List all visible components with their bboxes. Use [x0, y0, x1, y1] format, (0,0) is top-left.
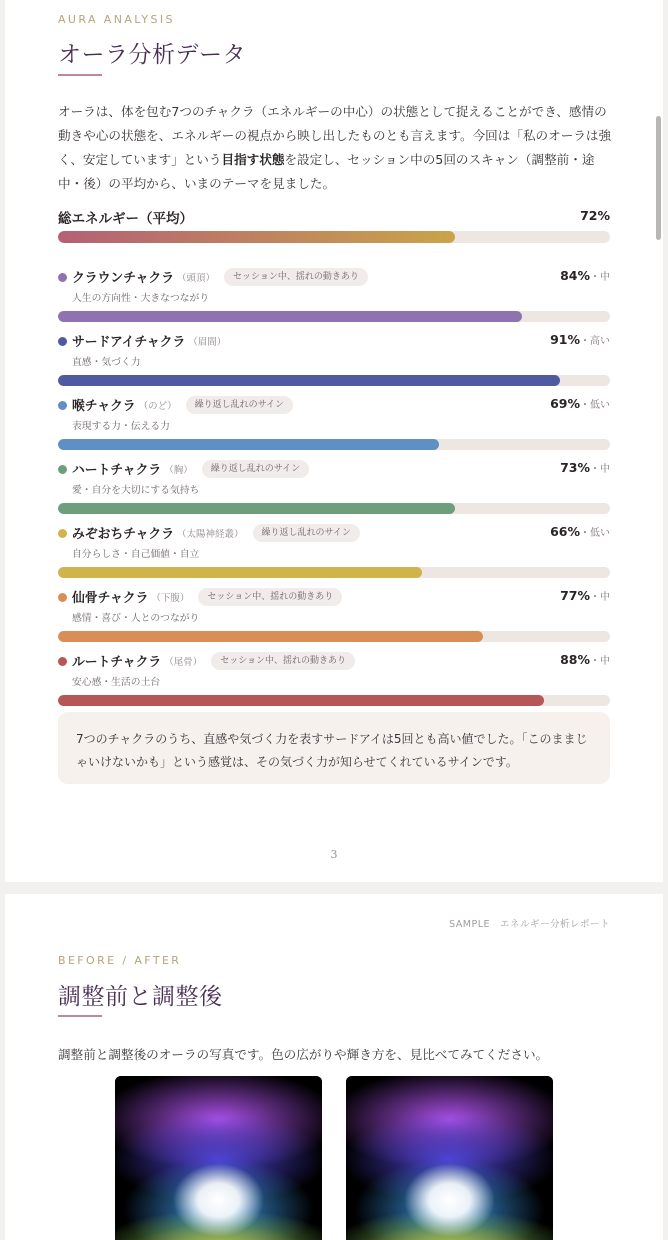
- total-energy-value: 72%: [580, 208, 610, 223]
- chakra-bar-fill: [58, 439, 439, 450]
- chakra-description: 感情・喜び・人とのつながり: [72, 613, 200, 624]
- chakra-location: （のど）: [138, 400, 177, 412]
- summary-note: 7つのチャクラのうち、直感や気づく力を表すサードアイは5回とも高い値でした。「このままじゃいけないかも」という感覚は、その気づく力が知らせてくれているサインです。: [58, 712, 610, 784]
- aura-glow: [115, 1076, 322, 1240]
- chakra-score: [550, 396, 610, 411]
- chakra-description: 自分らしさ・自己価値・自立: [72, 549, 200, 560]
- chakra-bar-fill: [58, 375, 560, 386]
- chakra-status-tag: セッション中、揺れの動きあり: [198, 588, 342, 606]
- chakra-percent: 84%: [560, 268, 590, 283]
- section-eyebrow: BEFORE / AFTER: [58, 954, 182, 967]
- chakra-location: （太陽神経叢）: [177, 528, 244, 540]
- chakra-bar: [58, 567, 610, 578]
- chakra-bar-fill: [58, 695, 544, 706]
- chakra-level: ・中: [590, 656, 610, 667]
- chakra-description: 直感・気づく力: [72, 357, 141, 368]
- chakra-percent: 69%: [550, 396, 580, 411]
- chakra-name: サードアイチャクラ: [72, 335, 186, 350]
- comparison-description: 調整前と調整後のオーラの写真です。色の広がりや輝き方を、見比べてみてください。: [58, 1047, 549, 1062]
- chakra-description: 表現する力・伝える力: [72, 421, 170, 432]
- report-page-before-after: [5, 894, 663, 1240]
- chakra-heading: [72, 267, 368, 286]
- chakra-score: [550, 524, 610, 539]
- chakra-score: [560, 588, 610, 603]
- chakra-bar: [58, 375, 610, 386]
- chakra-status-tag: 繰り返し乱れのサイン: [253, 524, 360, 542]
- chakra-heading: [72, 587, 342, 606]
- page-title: オーラ分析データ: [58, 42, 246, 68]
- chakra-location: （下腹）: [151, 592, 190, 604]
- title-underline: [58, 74, 102, 76]
- chakra-row: [58, 331, 610, 387]
- intro-text-1: オーラは、体を包む7つのチャクラ（エネルギーの中心）の状態として捉えることができ、感情の動きや心の状態を、エネルギーの視点から映し出したものとも言えます。今回は「私のオーラは強く、安定しています」という: [58, 104, 612, 167]
- intro-emphasis: 目指す状態: [221, 152, 285, 167]
- chakra-score: [550, 332, 610, 347]
- chakra-name: みぞおちチャクラ: [72, 527, 174, 542]
- chakra-bar-fill: [58, 567, 422, 578]
- intro-paragraph: [58, 100, 618, 196]
- chakra-bar-fill: [58, 631, 483, 642]
- report-page-aura-analysis: [5, 0, 663, 882]
- total-energy-bar-fill: [58, 231, 455, 243]
- chakra-color-dot: [58, 465, 67, 474]
- chakra-bar: [58, 631, 610, 642]
- chakra-bar-fill: [58, 311, 522, 322]
- chakra-location: （胸）: [164, 464, 193, 476]
- chakra-score: [560, 652, 610, 667]
- chakra-bar-fill: [58, 503, 455, 514]
- chakra-score: [560, 268, 610, 283]
- total-energy-label: 総エネルギー（平均）: [58, 211, 193, 227]
- chakra-color-dot: [58, 657, 67, 666]
- running-header: SAMPLE エネルギー分析レポート: [449, 919, 610, 930]
- chakra-color-dot: [58, 273, 67, 282]
- chakra-name: ハートチャクラ: [72, 463, 162, 478]
- chakra-status-tag: 繰り返し乱れのサイン: [202, 460, 309, 478]
- chakra-color-dot: [58, 593, 67, 602]
- aura-photo-before: [115, 1076, 322, 1240]
- chakra-level: ・高い: [580, 336, 610, 347]
- chakra-color-dot: [58, 529, 67, 538]
- chakra-bar: [58, 311, 610, 322]
- chakra-heading: [72, 395, 293, 414]
- chakra-row: [58, 523, 610, 579]
- chakra-level: ・低い: [580, 528, 610, 539]
- chakra-heading: [72, 459, 309, 478]
- page-number: 3: [330, 848, 338, 861]
- chakra-row: [58, 459, 610, 515]
- chakra-heading: [72, 523, 360, 542]
- intro-text-2: を設定し、セッション中の5回のスキャン（調整前・途中・後）の平均から、いまのテーマを見ました。: [58, 152, 595, 191]
- chakra-status-tag: セッション中、揺れの動きあり: [224, 268, 368, 286]
- chakra-score: [560, 460, 610, 475]
- aura-photo-after: [346, 1076, 553, 1240]
- chakra-heading: [72, 331, 226, 350]
- chakra-percent: 88%: [560, 652, 590, 667]
- chakra-name: 喉チャクラ: [72, 399, 136, 414]
- chakra-level: ・中: [590, 272, 610, 283]
- chakra-description: 愛・自分を大切にする気持ち: [72, 485, 200, 496]
- chakra-percent: 77%: [560, 588, 590, 603]
- chakra-level: ・中: [590, 592, 610, 603]
- chakra-percent: 66%: [550, 524, 580, 539]
- section-eyebrow: AURA ANALYSIS: [58, 13, 175, 26]
- chakra-description: 安心感・生活の土台: [72, 677, 161, 688]
- chakra-level: ・低い: [580, 400, 610, 411]
- aura-glow: [346, 1076, 553, 1240]
- chakra-name: 仙骨チャクラ: [72, 591, 149, 606]
- page-title: 調整前と調整後: [58, 984, 223, 1010]
- chakra-bar: [58, 439, 610, 450]
- chakra-location: （眉間）: [188, 336, 227, 348]
- chakra-color-dot: [58, 401, 67, 410]
- chakra-percent: 73%: [560, 460, 590, 475]
- total-energy-bar: [58, 231, 610, 243]
- chakra-location: （頭頂）: [177, 272, 216, 284]
- chakra-row: [58, 651, 610, 707]
- chakra-name: ルートチャクラ: [72, 655, 162, 670]
- chakra-row: [58, 267, 610, 323]
- chakra-description: 人生の方向性・大きなつながり: [72, 293, 210, 304]
- chakra-percent: 91%: [550, 332, 580, 347]
- chakra-heading: [72, 651, 355, 670]
- title-underline: [58, 1015, 102, 1017]
- chakra-status-tag: セッション中、揺れの動きあり: [211, 652, 355, 670]
- scrollbar-thumb[interactable]: [656, 116, 661, 240]
- chakra-bar: [58, 503, 610, 514]
- chakra-row: [58, 395, 610, 451]
- chakra-color-dot: [58, 337, 67, 346]
- chakra-location: （尾骨）: [164, 656, 203, 668]
- chakra-bar: [58, 695, 610, 706]
- chakra-level: ・中: [590, 464, 610, 475]
- chakra-name: クラウンチャクラ: [72, 271, 174, 286]
- chakra-status-tag: 繰り返し乱れのサイン: [186, 396, 293, 414]
- chakra-row: [58, 587, 610, 643]
